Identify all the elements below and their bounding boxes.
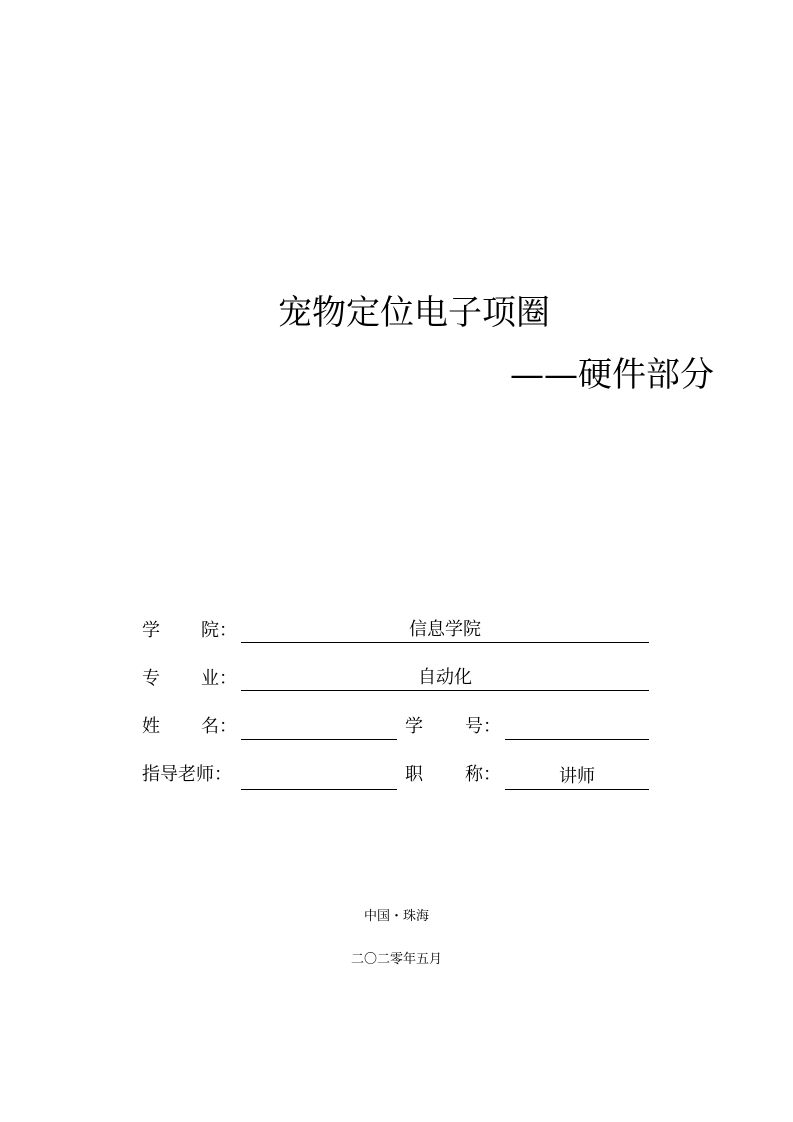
student-id-field — [505, 715, 649, 740]
document-title: 宠物定位电子项圈 — [278, 293, 550, 333]
college-label-first: 学 — [142, 620, 160, 641]
name-label-first: 姓 — [142, 716, 160, 737]
rank-label-first: 职 — [405, 764, 423, 785]
student-id-label-first: 学 — [405, 716, 423, 737]
footer-date: 二〇二零年五月 — [350, 952, 442, 967]
college-field: 信息学院 — [241, 618, 649, 643]
rank-label-second: 称： — [465, 764, 501, 785]
major-field: 自动化 — [241, 666, 649, 691]
name-field — [241, 715, 397, 740]
name-label-second: 名： — [201, 716, 237, 737]
college-label-second: 院： — [201, 620, 237, 641]
advisor-label: 指导老师： — [142, 764, 232, 785]
footer-place: 中国・珠海 — [363, 909, 429, 924]
student-id-label-second: 号： — [465, 716, 501, 737]
major-label-second: 业： — [201, 668, 237, 689]
rank-field: 讲师 — [505, 765, 649, 790]
advisor-field — [241, 765, 397, 790]
major-label-first: 专 — [142, 668, 160, 689]
document-subtitle: ——硬件部分 — [510, 355, 714, 395]
